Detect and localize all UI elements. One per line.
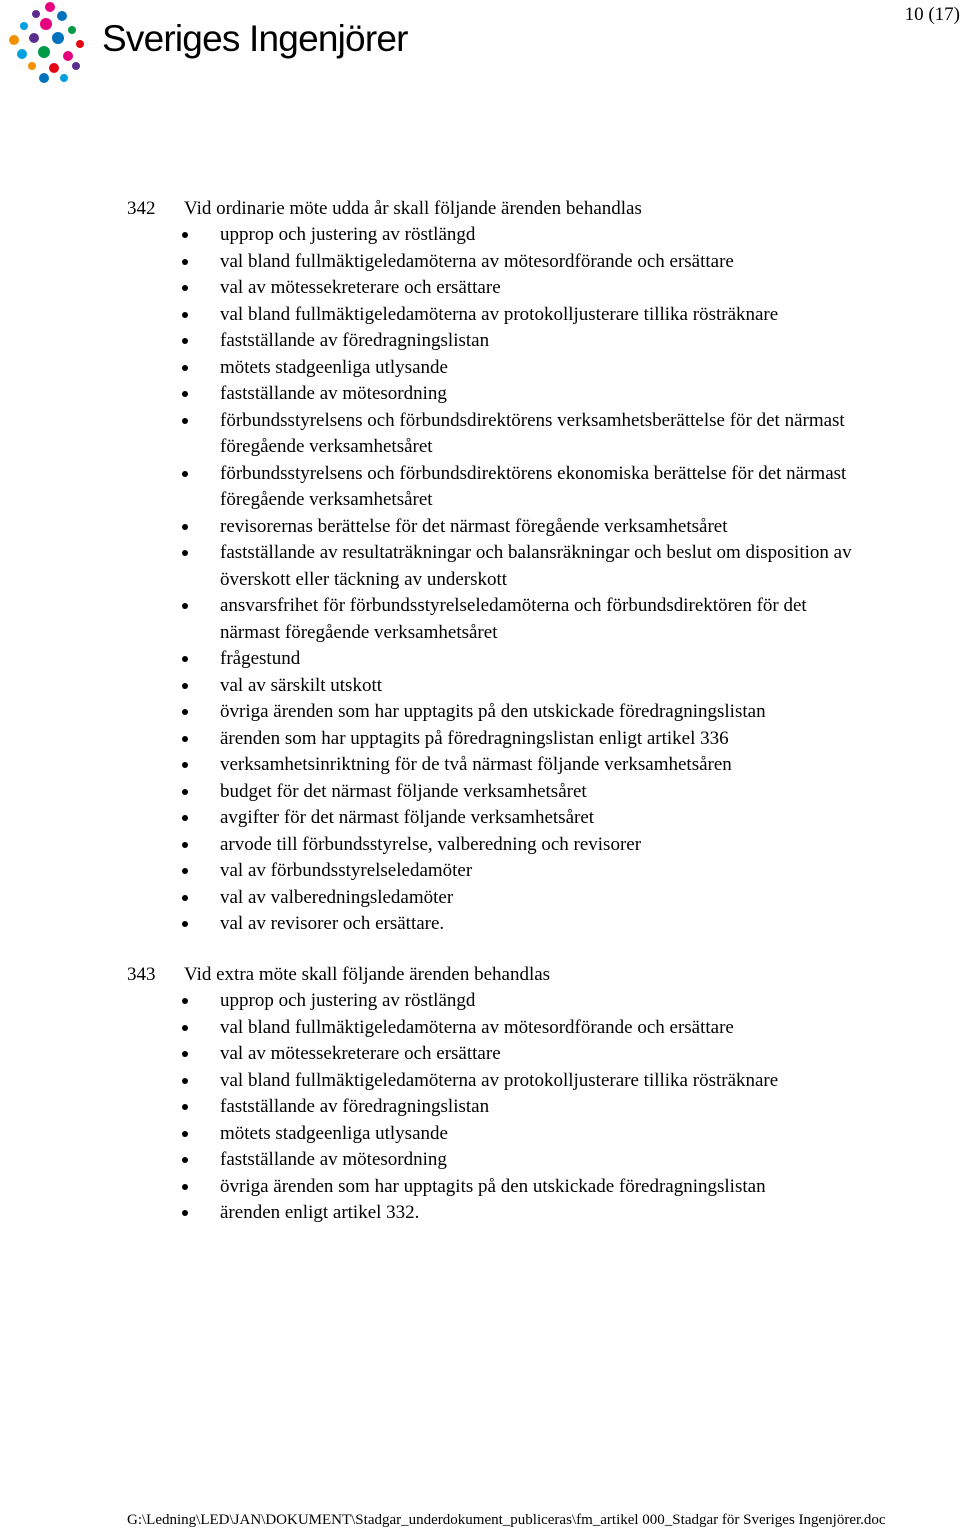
list-item	[0, 1068, 960, 1095]
list-item	[0, 726, 960, 753]
bullet-icon	[182, 868, 188, 874]
bullet-icon	[182, 1131, 188, 1137]
list-item-text: budget för det närmast följande verksamhetsåret	[220, 780, 587, 802]
list-item	[0, 988, 960, 1015]
list-item-text: val av valberedningsledamöter	[220, 886, 454, 908]
list-item-text: upprop och justering av röstlängd	[220, 990, 476, 1011]
list-item-text: val av mötessekreterare och ersättare	[220, 1043, 501, 1064]
list-item	[0, 1094, 960, 1121]
list-item-text: förbundsstyrelsens och förbundsdirektörens verksamhetsberättelse för det närmast	[220, 409, 845, 431]
list-item	[0, 646, 960, 673]
list-item	[0, 514, 960, 541]
list-item-text: val av revisorer och ersättare.	[220, 913, 445, 934]
bullet-icon	[182, 391, 188, 397]
list-item-text: val av förbundsstyrelseledamöter	[220, 860, 473, 881]
bullet-icon	[182, 550, 188, 556]
bullet-icon	[182, 338, 188, 344]
list-item	[0, 1200, 960, 1227]
list-item-text: avgifter för det närmast följande verksamhetsåret	[220, 807, 595, 828]
list-item-text: revisorernas berättelse för det närmast föregående verksamhetsåret	[220, 515, 728, 537]
list-item-text: val bland fullmäktigeledamöterna av protokolljusterare tillika rösträknare	[220, 303, 779, 325]
list-item	[0, 328, 960, 355]
bullet-icon	[182, 789, 188, 795]
list-item-text: val bland fullmäktigeledamöterna av mötesordförande och ersättare	[220, 250, 734, 272]
list-item	[0, 885, 960, 912]
bullet-icon	[182, 232, 188, 238]
list-item	[0, 461, 960, 514]
section-title: Vid extra möte skall följande ärenden behandlas	[184, 964, 551, 985]
list-item	[0, 1121, 960, 1148]
list-item	[0, 1147, 960, 1174]
list-item	[0, 752, 960, 779]
list-item-text: närmast föregående verksamhetsåret	[220, 621, 498, 643]
brand-logo	[6, 0, 406, 84]
list-item-text: arvode till förbundsstyrelse, valberedning och revisorer	[220, 833, 642, 855]
section-title: Vid ordinarie möte udda år skall följande ärenden behandlas	[184, 198, 642, 219]
bullet-icon	[182, 259, 188, 265]
bullet-icon	[182, 1184, 188, 1190]
list-item-text: val av mötessekreterare och ersättare	[220, 277, 501, 298]
bullet-icon	[182, 1025, 188, 1031]
bullet-icon	[182, 762, 188, 768]
list-item	[0, 249, 960, 276]
bullet-icon	[182, 895, 188, 901]
list-item-text: fastställande av föredragningslistan	[220, 1096, 490, 1117]
bullet-icon	[182, 1210, 188, 1216]
list-item	[0, 355, 960, 382]
footer-file-path: G:\Ledning\LED\JAN\DOKUMENT\Stadgar_underdokument_publiceras\fm_artikel 000_Stadgar för Sveriges Ingenjörer.doc	[127, 1512, 886, 1528]
page-number: 10 (17)	[904, 4, 960, 25]
list-item	[0, 779, 960, 806]
list-item-text: mötets stadgeenliga utlysande	[220, 1122, 448, 1144]
bullet-icon	[182, 1078, 188, 1084]
list-item-text: föregående verksamhetsåret	[220, 436, 433, 457]
bullet-icon	[182, 921, 188, 927]
brand-name: Sveriges Ingenjörer	[102, 18, 408, 59]
logo-dots-icon	[6, 0, 96, 84]
list-item-text: fastställande av föredragningslistan	[220, 330, 490, 351]
section-number: 342	[127, 198, 156, 219]
item-list	[0, 988, 960, 1227]
list-item-text: ansvarsfrihet för förbundsstyrelseledamöterna och förbundsdirektören för det	[220, 595, 807, 616]
list-item-text: ärenden som har upptagits på föredragningslistan enligt artikel 336	[220, 727, 729, 749]
bullet-icon	[182, 709, 188, 715]
bullet-icon	[182, 1157, 188, 1163]
bullet-icon	[182, 285, 188, 291]
list-item	[0, 593, 960, 646]
list-item	[0, 911, 960, 938]
bullet-icon	[182, 365, 188, 371]
list-item	[0, 275, 960, 302]
list-item-text: förbundsstyrelsens och förbundsdirektörens ekonomiska berättelse för det närmast	[220, 462, 847, 484]
list-item-text: föregående verksamhetsåret	[220, 489, 433, 510]
bullet-icon	[182, 312, 188, 318]
bullet-icon	[182, 656, 188, 662]
list-item-text: val bland fullmäktigeledamöterna av protokolljusterare tillika rösträknare	[220, 1069, 779, 1091]
list-item-text: frågestund	[220, 648, 301, 669]
bullet-icon	[182, 998, 188, 1004]
bullet-icon	[182, 471, 188, 477]
list-item	[0, 408, 960, 461]
bullet-icon	[182, 524, 188, 530]
list-item-text: mötets stadgeenliga utlysande	[220, 356, 448, 378]
list-item-text: ärenden enligt artikel 332.	[220, 1202, 420, 1223]
item-list	[0, 222, 960, 938]
bullet-icon	[182, 736, 188, 742]
bullet-icon	[182, 418, 188, 424]
list-item-text: övriga ärenden som har upptagits på den utskickade föredragningslistan	[220, 1175, 766, 1197]
list-item-text: val bland fullmäktigeledamöterna av mötesordförande och ersättare	[220, 1016, 734, 1038]
bullet-icon	[182, 1051, 188, 1057]
list-item	[0, 1174, 960, 1201]
list-item-text: överskott eller täckning av underskott	[220, 568, 508, 590]
bullet-icon	[182, 603, 188, 609]
list-item	[0, 832, 960, 859]
list-item	[0, 381, 960, 408]
list-item	[0, 540, 960, 593]
list-item	[0, 1015, 960, 1042]
bullet-icon	[182, 815, 188, 821]
list-item-text: verksamhetsinriktning för de två närmast följande verksamhetsåren	[220, 754, 732, 775]
list-item-text: fastställande av resultaträkningar och balansräkningar och beslut om disposition av	[220, 542, 852, 563]
list-item	[0, 858, 960, 885]
bullet-icon	[182, 683, 188, 689]
list-item-text: övriga ärenden som har upptagits på den utskickade föredragningslistan	[220, 701, 766, 722]
bullet-icon	[182, 1104, 188, 1110]
bullet-icon	[182, 842, 188, 848]
list-item-text: val av särskilt utskott	[220, 674, 383, 696]
list-item	[0, 699, 960, 726]
section-number: 343	[127, 964, 156, 985]
list-item-text: fastställande av mötesordning	[220, 1149, 447, 1170]
list-item	[0, 805, 960, 832]
list-item	[0, 302, 960, 329]
list-item	[0, 673, 960, 700]
list-item-text: upprop och justering av röstlängd	[220, 224, 476, 245]
list-item	[0, 222, 960, 249]
list-item-text: fastställande av mötesordning	[220, 383, 447, 404]
list-item	[0, 1041, 960, 1068]
